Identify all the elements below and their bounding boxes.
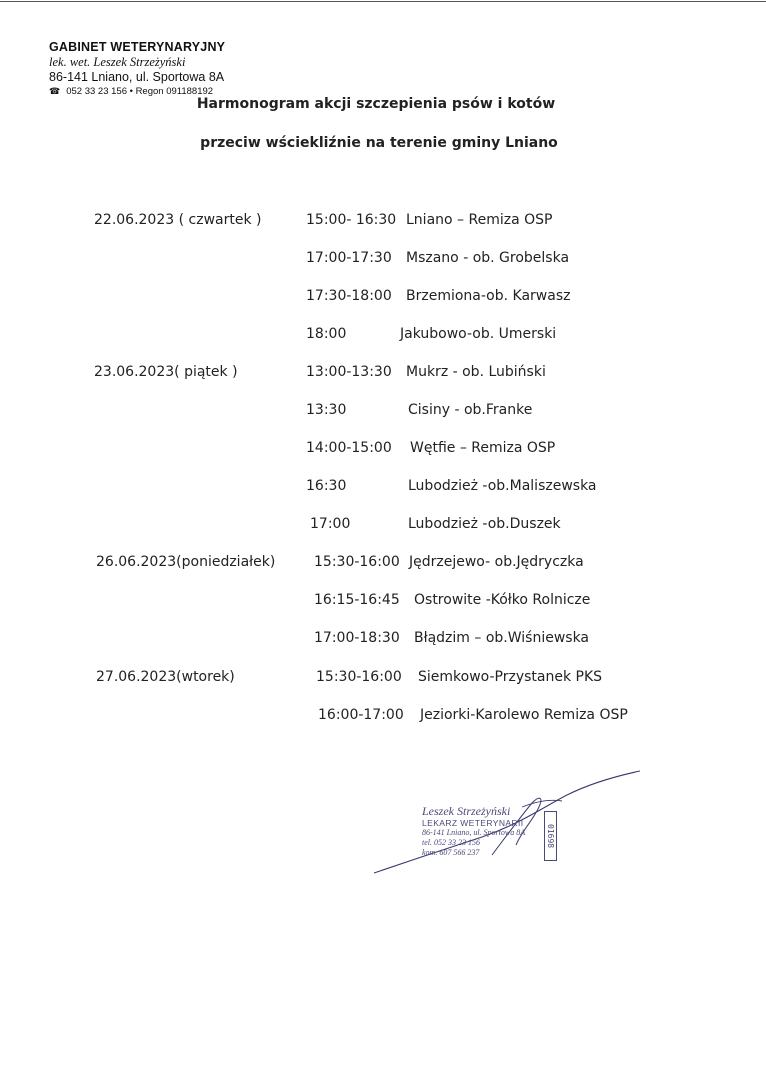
- schedule-place: Wętfie – Remiza OSP: [410, 440, 556, 456]
- schedule-date: 22.06.2023 ( czwartek ): [94, 212, 262, 228]
- schedule-place: Lubodzież -ob.Maliszewska: [408, 478, 597, 494]
- schedule-time: 14:00-15:00: [306, 440, 392, 456]
- signature-area: [372, 765, 652, 880]
- schedule-time: 18:00: [306, 326, 347, 342]
- schedule-time: 15:30-16:00: [314, 554, 400, 570]
- clinic-name: GABINET WETERYNARYJNY: [49, 40, 226, 54]
- stamp-title: LEKARZ WETERYNARII: [422, 818, 524, 828]
- document-title-line2: przeciw wściekliźnie na terenie gminy Lniano: [200, 135, 558, 151]
- top-border-line: [0, 1, 766, 2]
- schedule-time: 17:00-17:30: [306, 250, 392, 266]
- schedule-time: 16:15-16:45: [314, 592, 400, 608]
- schedule-time: 15:30-16:00: [316, 669, 402, 685]
- schedule-place: Siemkowo-Przystanek PKS: [418, 669, 603, 685]
- schedule-date: 26.06.2023(poniedziałek): [96, 554, 276, 570]
- clinic-header-stamp: [49, 40, 249, 98]
- veterinarian-stamp: [422, 805, 556, 858]
- schedule-time: 13:30: [306, 402, 347, 418]
- clinic-address: 86-141 Lniano, ul. Sportowa 8A: [49, 70, 225, 84]
- schedule-place: Lniano – Remiza OSP: [406, 212, 553, 228]
- document-title-line1: Harmonogram akcji szczepienia psów i kotów: [196, 96, 556, 112]
- schedule-place: Jakubowo-ob. Umerski: [400, 326, 557, 342]
- schedule-date: 27.06.2023(wtorek): [96, 669, 235, 685]
- stamp-number-box: 01698: [544, 811, 557, 861]
- schedule-place: Mszano - ob. Grobelska: [406, 250, 570, 266]
- stamp-mobile: kom. 607 566 237: [422, 848, 480, 857]
- schedule-time: 16:00-17:00: [318, 707, 404, 723]
- phone-icon: ☎: [49, 86, 61, 96]
- stamp-name: Leszek Strzeżyński: [422, 804, 511, 818]
- schedule-time: 15:00- 16:30: [306, 212, 397, 228]
- schedule-time: 17:00: [310, 516, 351, 532]
- schedule-place: Brzemiona-ob. Karwasz: [406, 288, 571, 304]
- schedule-time: 17:00-18:30: [314, 630, 400, 646]
- schedule-time: 17:30-18:00: [306, 288, 392, 304]
- schedule-date: 23.06.2023( piątek ): [94, 364, 238, 380]
- schedule-place: Błądzim – ob.Wiśniewska: [414, 630, 590, 646]
- veterinarian-name: lek. wet. Leszek Strzeżyński: [49, 55, 186, 69]
- schedule-place: Cisiny - ob.Franke: [408, 402, 533, 418]
- schedule-place: Lubodzież -ob.Duszek: [408, 516, 561, 532]
- schedule-place: Mukrz - ob. Lubiński: [406, 364, 546, 380]
- stamp-address: 86-141 Lniano, ul. Sportowa 8A: [422, 828, 526, 837]
- schedule-place: Jędrzejewo- ob.Jędryczka: [409, 554, 584, 570]
- schedule-place: Ostrowite -Kółko Rolnicze: [414, 592, 591, 608]
- clinic-phone-regon: 052 33 23 156 • Regon 091188192: [66, 86, 214, 97]
- schedule-time: 13:00-13:30: [306, 364, 392, 380]
- stamp-phone: tel. 052 33 23 156: [422, 838, 480, 847]
- schedule-place: Jeziorki-Karolewo Remiza OSP: [420, 707, 628, 723]
- schedule-time: 16:30: [306, 478, 347, 494]
